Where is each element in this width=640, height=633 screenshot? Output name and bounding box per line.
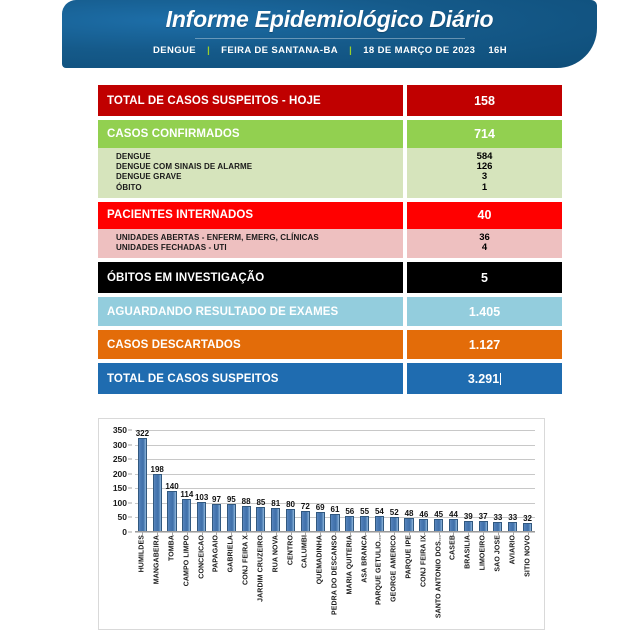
chart-bar-slot (342, 430, 357, 532)
chart-bar-slot (179, 430, 194, 532)
subrow-label: DENGUE (116, 152, 151, 161)
chart-bar-value-label: 61 (330, 505, 340, 515)
chart-bar[interactable] (165, 482, 179, 532)
subrow-label: DENGUE COM SINAIS DE ALARME (116, 162, 253, 172)
header-subtitle (62, 45, 597, 56)
chart-bar-value-label: 97 (212, 494, 221, 504)
chart-bar-value-label: 85 (256, 498, 266, 508)
row-label: TOTAL DE CASOS SUSPEITOS - HOJE (107, 94, 321, 107)
chart-bar-value-label: 69 (315, 502, 325, 512)
subrow-label: ÓBITO (116, 182, 142, 192)
chart-x-tick-label: CALUMBI (301, 535, 309, 568)
chart-y-tick-label: 100 (112, 497, 127, 508)
chart-x-label-slot (328, 535, 343, 627)
subrow-label-cell (98, 229, 403, 258)
chart-bar[interactable] (180, 489, 194, 532)
chart-bar-value-label: 198 (150, 465, 164, 475)
row-label: PACIENTES INTERNADOS (107, 209, 254, 222)
chart-x-label-slot (476, 535, 491, 627)
chart-x-tick-label: JARDIM CRUZEIRO (257, 535, 265, 602)
chart-bar-slot (150, 430, 165, 532)
row-value-cell (407, 202, 562, 229)
table-row (98, 120, 562, 148)
chart-bar-slot (520, 430, 535, 532)
table-row (98, 363, 562, 394)
chart-bar[interactable] (226, 495, 236, 532)
chart-bar-slot (357, 430, 372, 532)
chart-bar[interactable] (150, 465, 164, 532)
chart-bar[interactable] (389, 507, 399, 532)
chart-bar[interactable] (330, 505, 340, 532)
chart-bar-slot (328, 430, 343, 532)
chart-bar-slot (431, 430, 446, 532)
chart-bar-value-label: 114 (180, 489, 194, 499)
subrow-label: DENGUE GRAVE (116, 172, 182, 182)
table-subrow-group (98, 148, 562, 198)
chart-y-tick-label: 50 (117, 512, 127, 523)
row-value-cell (407, 330, 562, 359)
header-date: 18 DE MARÇO DE 2023 (363, 45, 476, 56)
chart-bar[interactable] (286, 499, 295, 532)
chart-x-tick-label: MANGABEIRA (153, 535, 161, 585)
chart-bar[interactable] (241, 497, 251, 532)
header-divider (195, 38, 465, 39)
chart-bar-value-label: 56 (345, 506, 355, 516)
table-row (98, 85, 562, 116)
chart-x-label-slot (461, 535, 476, 627)
chart-bar-slot (224, 430, 239, 532)
row-label: TOTAL DE CASOS SUSPEITOS (107, 372, 279, 385)
chart-bar-slot (135, 430, 150, 532)
interned-breakdown-labels (116, 229, 403, 258)
chart-x-label-slot (194, 535, 209, 627)
chart-x-tick-label: SAO JOSE (494, 535, 502, 572)
chart-y-tick-mark (128, 488, 132, 489)
chart-bar-slot (209, 430, 224, 532)
chart-y-tick-label: 350 (112, 425, 127, 435)
header-time: 16H (488, 45, 508, 56)
chart-x-label-slot (491, 535, 506, 627)
neighborhood-cases-chart (98, 418, 545, 630)
chart-x-tick-label: HUMILDES (138, 535, 146, 573)
chart-x-tick-label: CENTRO (287, 535, 295, 566)
text-cursor (500, 373, 501, 385)
chart-bar-slot (505, 430, 520, 532)
row-label: ÓBITOS EM INVESTIGAÇÃO (107, 271, 265, 284)
row-label-cell (98, 297, 403, 326)
chart-bar[interactable] (404, 509, 414, 532)
chart-bar-value-label: 72 (300, 502, 310, 512)
chart-bar-value-label: 95 (226, 495, 236, 505)
table-subrow-group (98, 229, 562, 258)
confirmed-breakdown-values (407, 148, 562, 198)
chart-y-tick-mark (128, 430, 132, 431)
chart-bar[interactable] (374, 507, 384, 532)
chart-x-label-slot (209, 535, 224, 627)
chart-bar-value-label: 140 (165, 482, 179, 492)
row-label: AGUARDANDO RESULTADO DE EXAMES (107, 305, 339, 318)
row-value-cell (407, 85, 562, 116)
chart-bar[interactable] (345, 506, 355, 532)
chart-bar-value-label: 322 (135, 429, 150, 439)
chart-x-tick-label: TOMBA (168, 535, 176, 562)
chart-y-tick-label: 200 (112, 468, 127, 479)
chart-bar-slot (313, 430, 328, 532)
chart-bar-value-label: 37 (478, 512, 488, 522)
chart-x-label-slot (298, 535, 313, 627)
chart-x-tick-label: SANTO ANTONIO DOS... (435, 535, 443, 619)
page-title: Informe Epidemiológico Diário (165, 6, 494, 32)
chart-bar-slot (298, 430, 313, 532)
chart-bar-slot (416, 430, 431, 532)
row-label-cell (98, 202, 403, 229)
chart-x-tick-label: CONCEICAO (198, 535, 206, 579)
header-separator-1: | (207, 45, 211, 56)
table-row (98, 202, 562, 229)
subrow-value: 126 (476, 161, 493, 173)
chart-x-label-slot (387, 535, 402, 627)
chart-x-tick-label: QUEMADINHA (316, 535, 324, 585)
chart-x-label-slot (239, 535, 254, 627)
chart-bar-value-label: 81 (271, 499, 281, 509)
chart-y-tick-mark (128, 459, 132, 460)
chart-bar[interactable] (360, 506, 370, 532)
chart-x-tick-label: PAPAGAIO (212, 535, 220, 573)
chart-bar-value-label: 52 (389, 507, 399, 517)
chart-x-label-slot (446, 535, 461, 627)
chart-bar-value-label: 103 (194, 492, 209, 502)
row-value-cell (407, 297, 562, 326)
chart-bar[interactable] (256, 498, 266, 532)
chart-x-label-slot (402, 535, 417, 627)
chart-x-tick-label: RUA NOVA (272, 535, 280, 573)
chart-bar[interactable] (419, 509, 429, 532)
row-label-cell (98, 363, 403, 394)
chart-bar-slot (372, 430, 387, 532)
row-value: 3.291 (467, 371, 500, 386)
subrow-value: 584 (476, 151, 493, 162)
chart-x-tick-label: AVIARIO (509, 535, 517, 565)
chart-x-label-slot (165, 535, 180, 627)
chart-x-tick-label: CONJ FEIRA IX (420, 535, 428, 587)
chart-bar-value-label: 55 (360, 506, 370, 516)
chart-bar-slot (239, 430, 254, 532)
row-value: 40 (477, 208, 492, 223)
row-value-cell (407, 363, 562, 394)
chart-bar-value-label: 39 (463, 511, 473, 521)
chart-bar-value-label: 88 (241, 497, 251, 507)
chart-y-tick-mark (128, 532, 132, 533)
table-row (98, 262, 562, 293)
chart-x-tick-label: BRASILIA (464, 535, 472, 569)
chart-bar-slot (254, 430, 269, 532)
subrow-value: 3 (481, 171, 488, 183)
chart-x-tick-label: CAMPO LIMPO (183, 535, 191, 587)
chart-y-tick-mark (128, 444, 132, 445)
row-label: CASOS CONFIRMADOS (107, 128, 240, 140)
chart-bar[interactable] (212, 494, 221, 532)
chart-x-label-slot (179, 535, 194, 627)
chart-x-label-slot (268, 535, 283, 627)
report-header (62, 0, 597, 68)
chart-x-tick-label: PARQUE GETULIO... (375, 535, 383, 606)
subrow-value-cell (407, 229, 562, 258)
chart-bars (135, 430, 535, 532)
chart-bar-value-label: 46 (419, 509, 429, 519)
row-label-cell (98, 262, 403, 293)
row-value: 1.127 (468, 337, 501, 352)
chart-y-tick-label: 250 (112, 454, 127, 465)
chart-y-tick-mark (128, 473, 132, 474)
chart-plot-area (135, 430, 535, 532)
header-disease: DENGUE (152, 45, 197, 56)
row-label-cell (98, 85, 403, 116)
chart-x-label-slot (283, 535, 298, 627)
row-value: 1.405 (468, 304, 501, 319)
row-value: 714 (474, 127, 495, 141)
table-row (98, 297, 562, 326)
chart-x-tick-label: SITIO NOVO (524, 535, 532, 577)
row-value-cell (407, 262, 562, 293)
chart-x-label-slot (135, 535, 150, 627)
chart-y-axis (99, 425, 133, 537)
chart-x-label-slot (372, 535, 387, 627)
row-value-cell (407, 120, 562, 148)
chart-x-label-slot (342, 535, 357, 627)
interned-breakdown-values (407, 229, 562, 258)
table-row (98, 330, 562, 359)
chart-bar-value-label: 80 (286, 499, 295, 509)
chart-bar-slot (165, 430, 180, 532)
chart-x-tick-label: GABRIELA (227, 535, 235, 573)
subrow-value: 36 (479, 231, 490, 243)
chart-bar-value-label: 54 (374, 507, 384, 517)
chart-x-axis-labels (135, 535, 535, 627)
chart-x-label-slot (520, 535, 535, 627)
row-label: CASOS DESCARTADOS (107, 338, 241, 351)
subrow-value-cell (407, 148, 562, 198)
chart-bar[interactable] (315, 502, 325, 532)
chart-bar-slot (387, 430, 402, 532)
chart-bar[interactable] (194, 492, 209, 532)
confirmed-breakdown-labels (116, 148, 403, 198)
chart-x-label-slot (313, 535, 328, 627)
chart-x-tick-label: PARQUE IPE (405, 535, 413, 579)
chart-bar-slot (194, 430, 209, 532)
chart-x-label-slot (505, 535, 520, 627)
chart-x-label-slot (357, 535, 372, 627)
chart-x-label-slot (416, 535, 431, 627)
chart-bar-value-label: 44 (449, 510, 458, 520)
chart-x-tick-label: CASEB (449, 535, 457, 561)
chart-bar-value-label: 33 (508, 513, 518, 523)
chart-y-tick-mark (128, 502, 132, 503)
chart-x-label-slot (150, 535, 165, 627)
chart-bar[interactable] (135, 429, 150, 532)
subrow-label-cell (98, 148, 403, 198)
chart-y-tick-label: 0 (122, 527, 127, 537)
header-separator-2: | (349, 45, 353, 56)
chart-y-tick-mark (128, 517, 132, 518)
row-label-cell (98, 120, 403, 148)
chart-bar-slot (283, 430, 298, 532)
chart-y-tick-label: 150 (112, 483, 127, 494)
chart-bar-slot (268, 430, 283, 532)
chart-x-tick-label: LIMOEIRO (479, 535, 487, 571)
chart-bar[interactable] (300, 502, 310, 532)
chart-bar-slot (491, 430, 506, 532)
chart-bar-slot (476, 430, 491, 532)
row-value: 5 (481, 270, 488, 285)
chart-x-tick-label: GEORGE AMERICO (390, 535, 398, 602)
row-label-cell (98, 330, 403, 359)
chart-x-label-slot (431, 535, 446, 627)
chart-x-label-slot (224, 535, 239, 627)
row-value: 158 (474, 93, 495, 108)
summary-table (98, 85, 562, 398)
subrow-label: UNIDADES FECHADAS - UTI (116, 243, 227, 253)
chart-bar-slot (446, 430, 461, 532)
chart-x-tick-label: MARIA QUITERIA (346, 535, 354, 595)
header-location: FEIRA DE SANTANA-BA (221, 45, 339, 56)
chart-x-tick-label: CONJ FEIRA X (242, 535, 250, 585)
chart-bar-slot (461, 430, 476, 532)
subrow-value: 4 (481, 242, 488, 254)
subrow-value: 1 (481, 181, 488, 193)
chart-x-tick-label: PEDRA DO DESCANSO (331, 535, 339, 616)
chart-bar-slot (402, 430, 417, 532)
chart-x-tick-label: ASA BRANCA (361, 535, 369, 583)
chart-x-label-slot (254, 535, 269, 627)
chart-y-tick-label: 300 (112, 439, 127, 450)
chart-bar-value-label: 45 (434, 509, 444, 519)
subrow-label: UNIDADES ABERTAS - ENFERM, EMERG, CLÍNICAS (116, 232, 319, 242)
chart-bar[interactable] (271, 499, 281, 532)
chart-bar-value-label: 33 (493, 513, 503, 523)
chart-bar-value-label: 48 (404, 509, 414, 519)
chart-bar-value-label: 32 (523, 513, 532, 523)
